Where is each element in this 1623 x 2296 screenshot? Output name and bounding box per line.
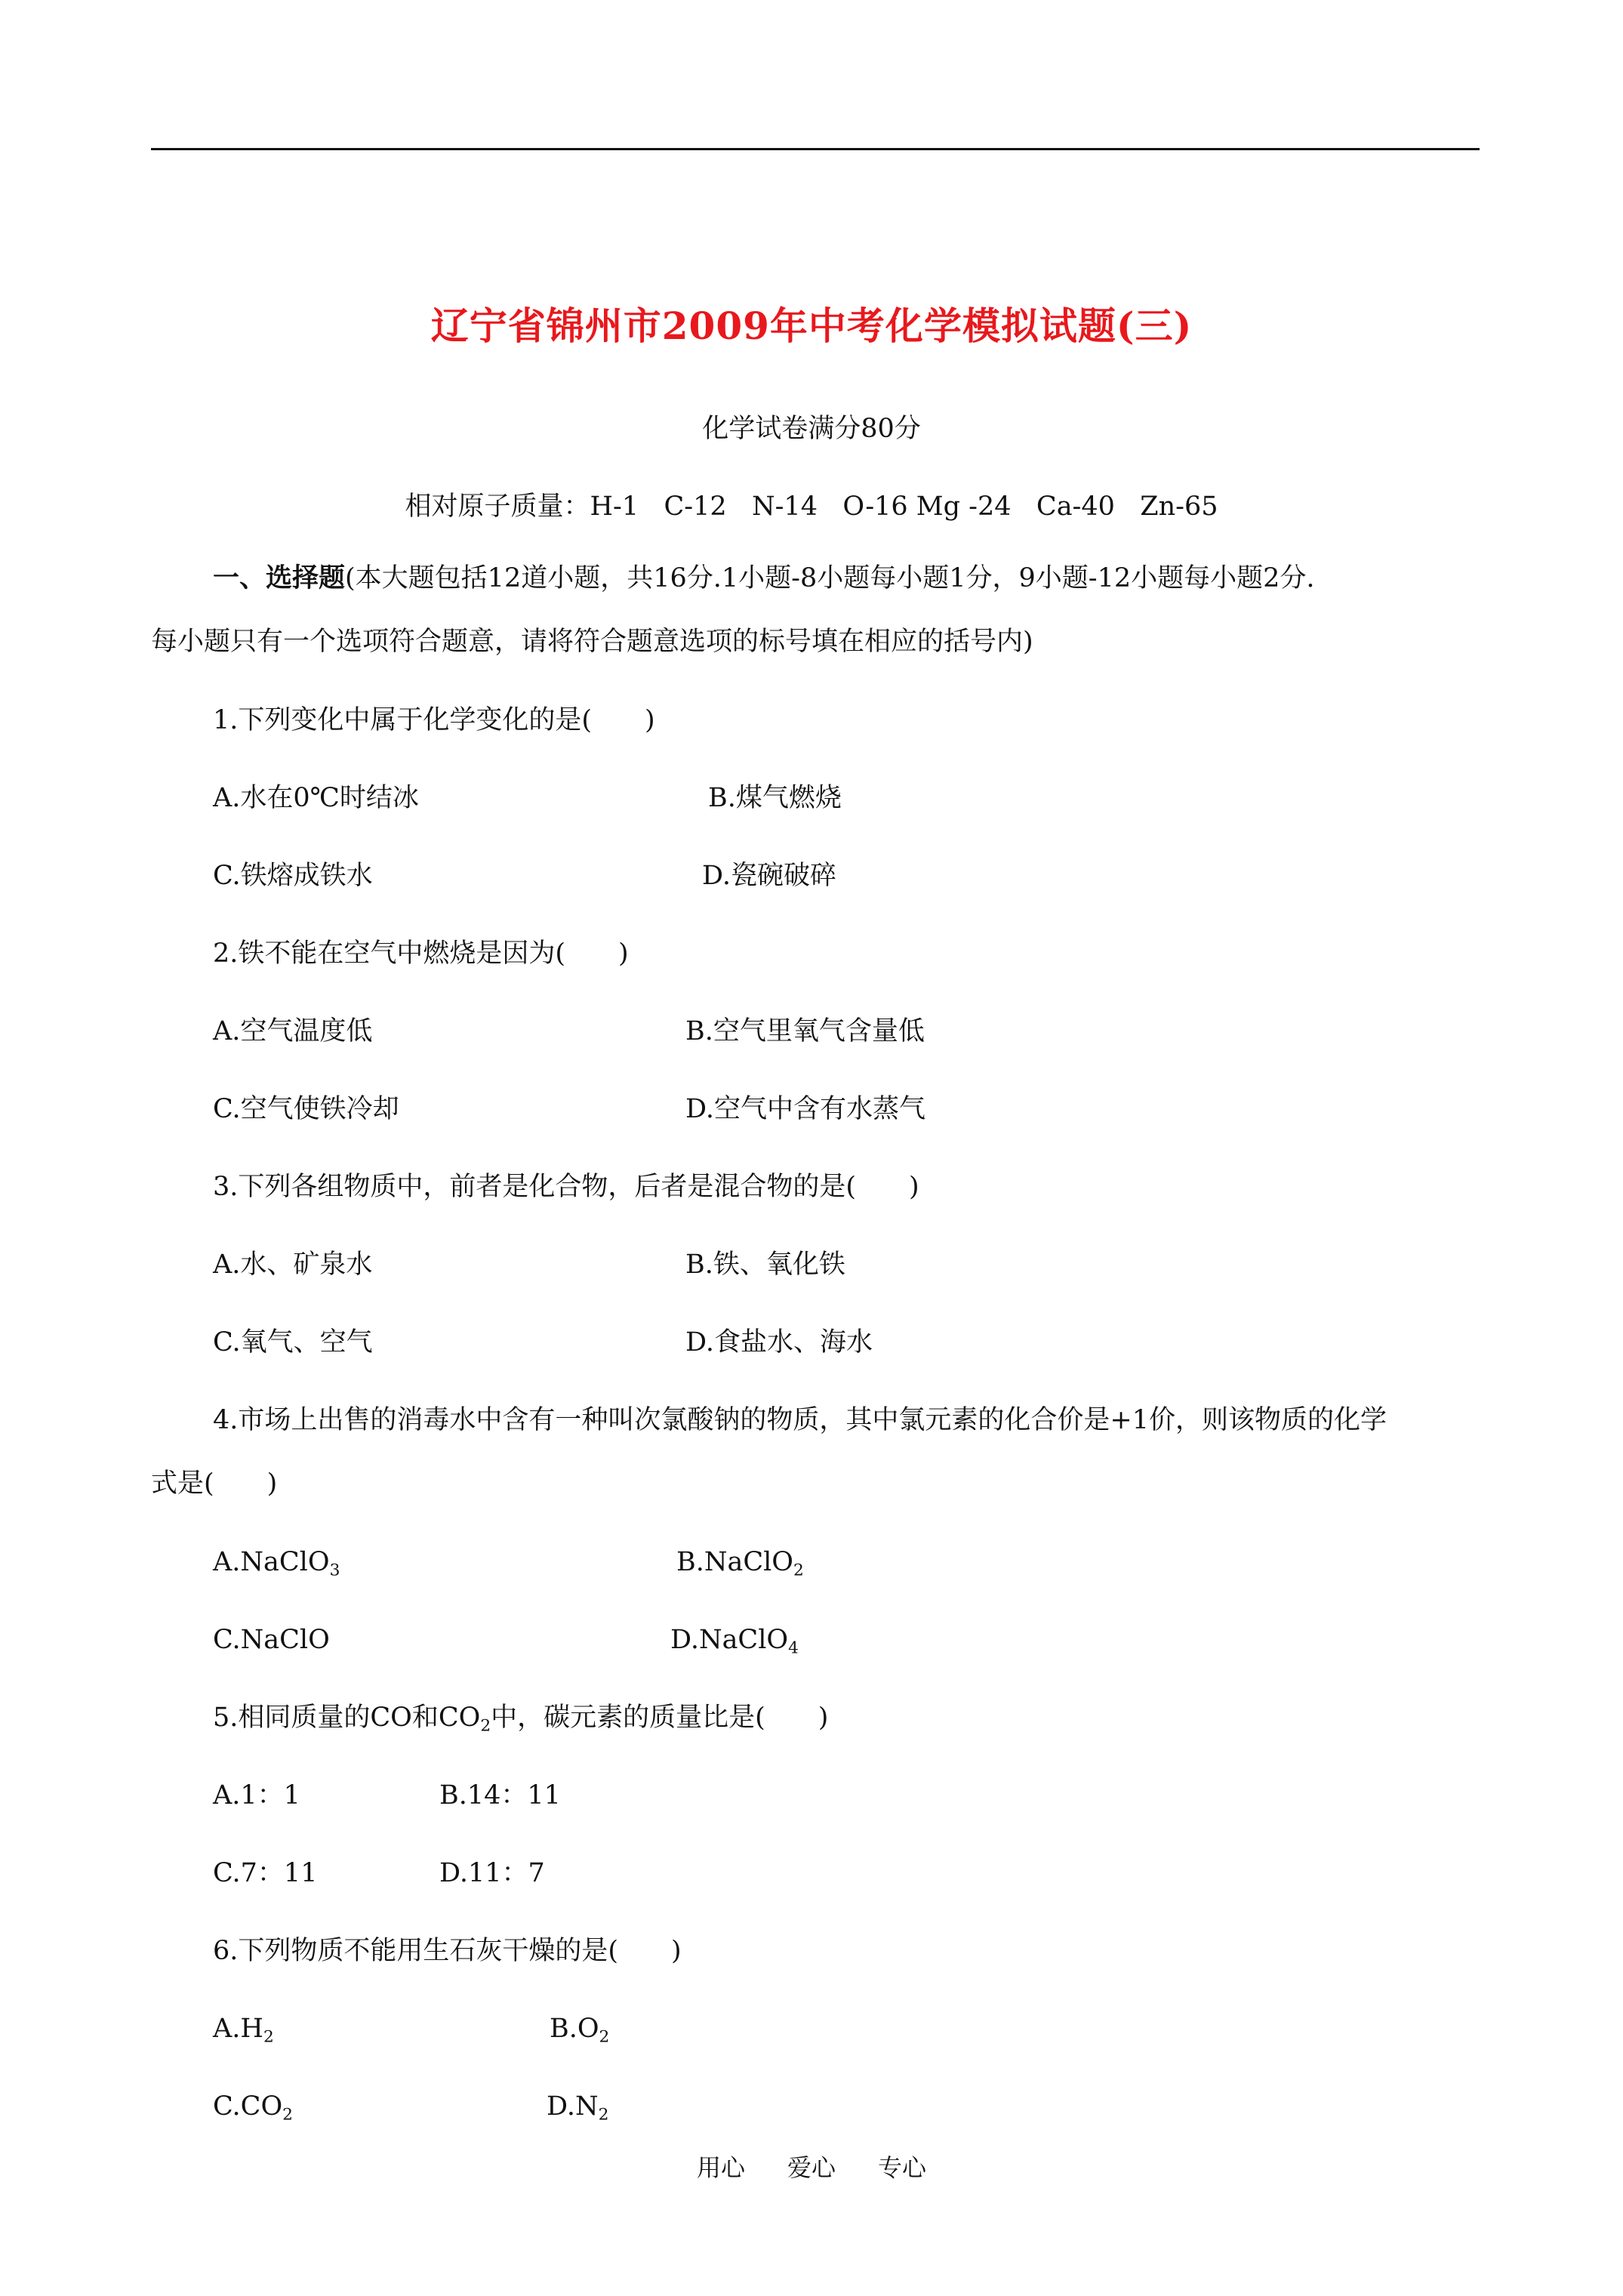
question-4-stem-cont: 式是( ): [151, 1469, 278, 1499]
question-3-option-d: D.食盐水、海水: [685, 1327, 873, 1358]
subscript: 2: [282, 2105, 293, 2125]
formula: C.CO: [213, 2091, 283, 2122]
question-1-stem: 1.下列变化中属于化学变化的是( ): [213, 705, 655, 735]
question-5-stem: [213, 1703, 829, 1736]
page-footer: [0, 2149, 1623, 2184]
question-1-option-c: C.铁熔成铁水: [213, 861, 373, 891]
section-description-cont: 每小题只有一个选项符合题意，请将符合题意选项的标号填在相应的括号内): [151, 627, 1033, 657]
formula: A.NaClO: [213, 1547, 330, 1577]
question-5-option-b: B.14：11: [439, 1780, 561, 1811]
stem-text: 5.相同质量的CO和CO: [213, 1703, 481, 1733]
question-2-stem: 2.铁不能在空气中燃烧是因为( ): [213, 938, 629, 969]
question-3-stem: 3.下列各组物质中，前者是化合物，后者是混合物的是( ): [213, 1172, 919, 1202]
question-2-option-c: C.空气使铁冷却: [213, 1094, 399, 1124]
formula: A.H: [213, 2014, 263, 2044]
question-5-option-d: D.11：7: [439, 1858, 545, 1888]
question-3-option-b: B.铁、氧化铁: [685, 1250, 845, 1280]
full-score: 化学试卷满分80分: [702, 414, 921, 444]
header-rule: [151, 148, 1480, 150]
subscript: 2: [599, 2027, 610, 2047]
question-4-option-c: C.NaClO: [213, 1625, 330, 1655]
footer-word: 专心: [878, 2153, 927, 2182]
question-4-option-a: [213, 1547, 340, 1580]
question-1-option-a: A.水在0℃时结冰: [213, 783, 419, 813]
formula: D.N: [547, 2091, 599, 2122]
question-2-option-b: B.空气里氧气含量低: [685, 1016, 925, 1046]
question-4-option-d: [670, 1625, 799, 1658]
footer-word: 爱心: [787, 2153, 836, 2182]
subscript: 2: [793, 1561, 804, 1580]
question-5-option-c: C.7：11: [213, 1858, 318, 1888]
question-4-option-b: [676, 1547, 804, 1580]
formula: B.NaClO: [676, 1547, 794, 1577]
question-4-stem: 4.市场上出售的消毒水中含有一种叫次氯酸钠的物质，其中氯元素的化合价是+1价，则该物质的化学: [213, 1405, 1387, 1435]
formula: D.NaClO: [670, 1625, 789, 1655]
question-6-option-d: [547, 2091, 609, 2125]
question-1-option-d: D.瓷碗破碎: [702, 861, 836, 891]
question-6-stem: 6.下列物质不能用生石灰干燥的是( ): [213, 1936, 682, 1966]
question-6-option-b: [550, 2014, 610, 2047]
question-2-option-d: D.空气中含有水蒸气: [685, 1094, 925, 1124]
subscript: 3: [329, 1561, 340, 1580]
atomic-mass: 相对原子质量：H-1 C-12 N-14 O-16 Mg -24 Ca-40 Zn-65: [405, 492, 1218, 522]
question-1-option-b: B.煤气燃烧: [708, 783, 842, 813]
subscript: 2: [480, 1716, 491, 1736]
question-2-option-a: A.空气温度低: [213, 1016, 373, 1046]
question-3-option-a: A.水、矿泉水: [213, 1250, 373, 1280]
section-title: 一、选择题: [213, 562, 346, 593]
section-heading: [213, 562, 1315, 593]
subscript: 4: [788, 1638, 799, 1658]
question-6-option-a: [213, 2014, 274, 2047]
footer-word: 用心: [696, 2153, 745, 2182]
page-title: 辽宁省锦州市2009年中考化学模拟试题(三): [430, 304, 1193, 348]
stem-text: 中，碳元素的质量比是( ): [491, 1703, 829, 1733]
section-description: (本大题包括12道小题，共16分.1小题-8小题每小题1分，9小题-12小题每小题2分.: [345, 563, 1315, 593]
formula: B.O: [550, 2014, 599, 2044]
question-6-option-c: [213, 2091, 293, 2125]
subscript: 2: [263, 2027, 274, 2047]
question-5-option-a: A.1：1: [213, 1780, 300, 1811]
subscript: 2: [598, 2105, 609, 2125]
question-3-option-c: C.氧气、空气: [213, 1327, 373, 1358]
